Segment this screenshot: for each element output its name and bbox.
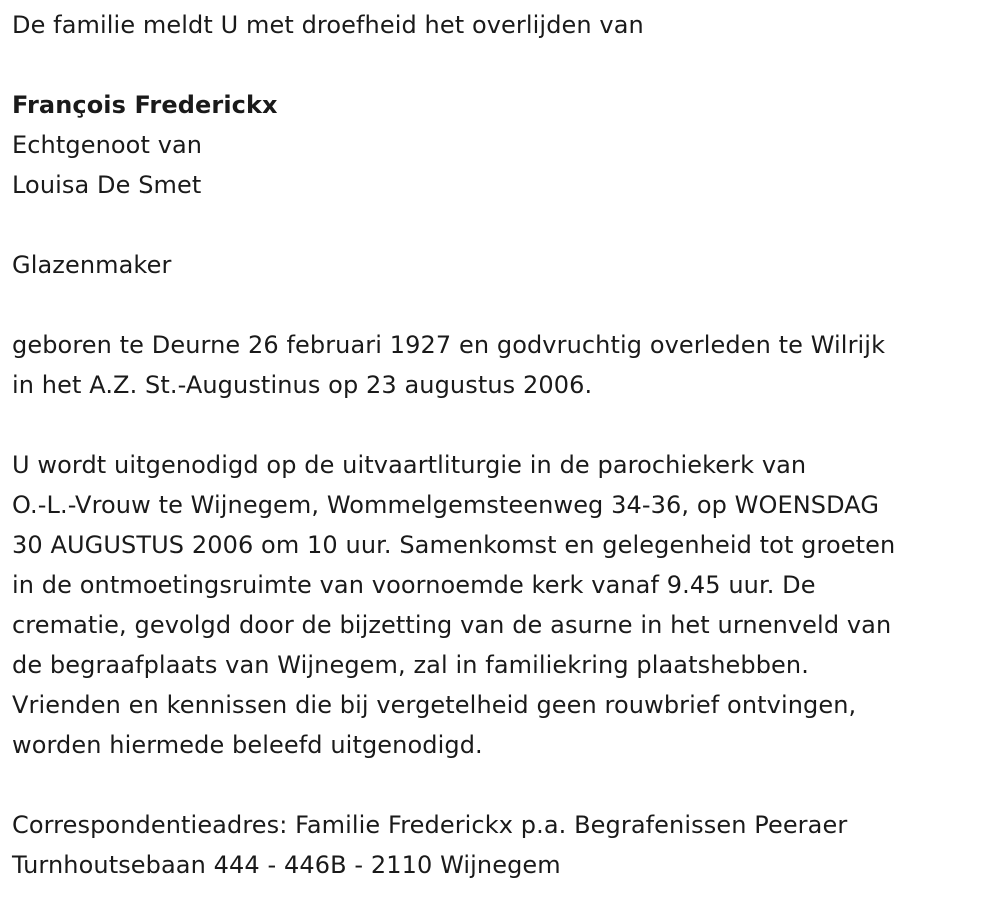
- paragraph-line: in het A.Z. St.-Augustinus op 23 augustus 2006.: [12, 371, 593, 399]
- correspondence-paragraph: [12, 805, 992, 885]
- relation-label: Echtgenoot van: [12, 131, 203, 159]
- occupation: Glazenmaker: [12, 251, 172, 279]
- paragraph-line: 30 AUGUSTUS 2006 om 10 uur. Samenkomst en gelegenheid tot groeten: [12, 531, 896, 559]
- spacer: [12, 45, 992, 85]
- paragraph-line: U wordt uitgenodigd op de uitvaartliturgie in de parochiekerk van: [12, 451, 807, 479]
- spacer: [12, 405, 992, 445]
- spacer: [12, 285, 992, 325]
- deceased-name: François Frederickx: [12, 91, 278, 119]
- obituary-notice: [12, 0, 992, 885]
- paragraph-line: O.-L.-Vrouw te Wijnegem, Wommelgemsteenweg 34-36, op WOENSDAG: [12, 491, 880, 519]
- spacer: [12, 765, 992, 805]
- intro-text: De familie meldt U met droefheid het overlijden van: [12, 11, 644, 39]
- paragraph-line: geboren te Deurne 26 februari 1927 en godvruchtig overleden te Wilrijk: [12, 331, 886, 359]
- funeral-paragraph: [12, 445, 992, 765]
- paragraph-line: Turnhoutsebaan 444 - 446B - 2110 Wijnegem: [12, 851, 561, 879]
- paragraph-line: Vrienden en kennissen die bij vergetelheid geen rouwbrief ontvingen,: [12, 691, 857, 719]
- paragraph-line: Correspondentieadres: Familie Frederickx p.a. Begrafenissen Peeraer: [12, 811, 848, 839]
- spouse-name: Louisa De Smet: [12, 171, 202, 199]
- birth-death-paragraph: [12, 325, 992, 405]
- paragraph-line: in de ontmoetingsruimte van voornoemde kerk vanaf 9.45 uur. De: [12, 571, 816, 599]
- paragraph-line: de begraafplaats van Wijnegem, zal in familiekring plaatshebben.: [12, 651, 809, 679]
- paragraph-line: crematie, gevolgd door de bijzetting van de asurne in het urnenveld van: [12, 611, 892, 639]
- paragraph-line: worden hiermede beleefd uitgenodigd.: [12, 731, 483, 759]
- spacer: [12, 205, 992, 245]
